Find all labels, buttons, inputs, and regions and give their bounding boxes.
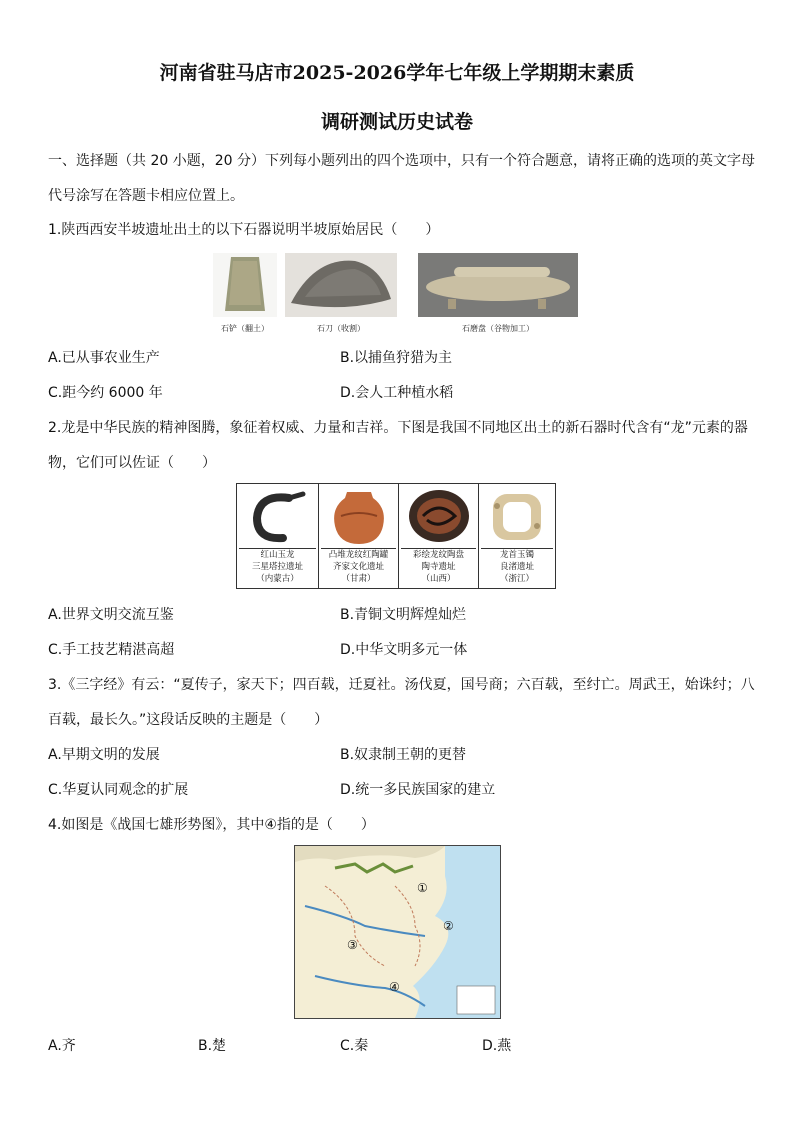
q2-option-a[interactable]: A.世界文明交流互鉴: [48, 607, 174, 623]
artifact-name: 凸堆龙纹红陶罐: [328, 550, 389, 560]
stone-spade-image: [213, 253, 277, 317]
section-instruction-1: 一、选择题（共 20 小题，20 分）下列每小题列出的四个选项中，只有一个符合题意，请将正确的选项的英文字母: [48, 153, 755, 169]
q2-stem-2: 物，它们可以佐证（ ）: [48, 455, 216, 471]
q4-option-a[interactable]: A.齐: [48, 1038, 76, 1054]
artifact-site: 三星塔拉遗址: [251, 562, 303, 572]
title-line-1: 河南省驻马店市2025-2026学年七年级上学期期末素质: [159, 62, 635, 84]
q3-option-c[interactable]: C.华夏认同观念的扩展: [48, 782, 189, 798]
q1-option-a[interactable]: A.已从事农业生产: [48, 350, 160, 366]
q2-stem-1: 2.龙是中华民族的精神图腾，象征着权威、力量和吉祥。下图是我国不同地区出土的新石器时代含有“龙”元素的器: [48, 420, 748, 436]
artifact-site: 陶寺遗址: [421, 562, 456, 572]
artifact-cell: [479, 484, 555, 588]
pottery-jar-image: [321, 486, 396, 549]
q3-option-b[interactable]: B.奴隶制王朝的更替: [340, 747, 467, 763]
artifact-name: 龙首玉镯: [499, 550, 534, 560]
map-marker-3: ③: [347, 938, 358, 952]
artifact-cell: [319, 484, 399, 588]
q4-option-b[interactable]: B.楚: [198, 1038, 227, 1054]
artifact-name: 彩绘龙纹陶盘: [412, 550, 464, 560]
artifact-site: 齐家文化遗址: [332, 562, 384, 572]
q4-stem: 4.如图是《战国七雄形势图》，其中④指的是（ ）: [48, 817, 375, 833]
warring-states-map: [294, 845, 501, 1019]
map-marker-4: ④: [389, 980, 400, 994]
q4-option-d[interactable]: D.燕: [482, 1038, 512, 1054]
q3-stem-2: 百载，最长久。”这段话反映的主题是（ ）: [48, 712, 329, 728]
dragon-artifacts-table: [236, 483, 556, 589]
artifact-name: 红山玉龙: [260, 550, 295, 560]
jade-dragon-image: [239, 486, 316, 549]
map-marker-2: ②: [443, 919, 454, 933]
title-line-2: 调研测试历史试卷: [320, 111, 473, 133]
artifact-region: （甘肃）: [341, 574, 376, 584]
q2-option-b[interactable]: B.青铜文明辉煌灿烂: [340, 607, 467, 623]
q1-option-d[interactable]: D.会人工种植水稻: [340, 385, 454, 401]
q2-option-c[interactable]: C.手工技艺精湛高超: [48, 642, 175, 658]
stone-knife-image: [285, 253, 397, 317]
q1-caption-1: 石铲（翻土）: [221, 324, 269, 333]
q1-stem: 1.陕西西安半坡遗址出土的以下石器说明半坡原始居民（ ）: [48, 222, 440, 238]
artifact-region: （内蒙古）: [256, 574, 299, 584]
q1-option-c[interactable]: C.距今约 6000 年: [48, 385, 163, 401]
artifact-site: 良渚遗址: [499, 562, 534, 572]
section-instruction-2: 代号涂写在答题卡相应位置上。: [48, 188, 244, 204]
artifact-cell: [237, 484, 319, 588]
q3-option-a[interactable]: A.早期文明的发展: [48, 747, 160, 763]
q3-stem-1: 3.《三字经》有云：“夏传子，家天下；四百载，迁夏社。汤伐夏，国号商；六百载，至纣亡。周武王，始诛纣；八: [48, 677, 755, 693]
q4-option-c[interactable]: C.秦: [340, 1038, 369, 1054]
map-marker-1: ①: [417, 881, 428, 895]
q2-option-d[interactable]: D.中华文明多元一体: [340, 642, 468, 658]
q3-option-d[interactable]: D.统一多民族国家的建立: [340, 782, 496, 798]
artifact-region: （浙江）: [499, 574, 534, 584]
q1-option-b[interactable]: B.以捕鱼狩猎为主: [340, 350, 453, 366]
millstone-image: [418, 253, 578, 317]
q1-caption-3: 石磨盘（谷物加工）: [462, 324, 534, 333]
q1-caption-2: 石刀（收割）: [317, 324, 365, 333]
artifact-cell: [399, 484, 479, 588]
painted-plate-image: [401, 486, 476, 549]
artifact-region: （山西）: [421, 574, 456, 584]
jade-bracelet-image: [481, 486, 553, 549]
